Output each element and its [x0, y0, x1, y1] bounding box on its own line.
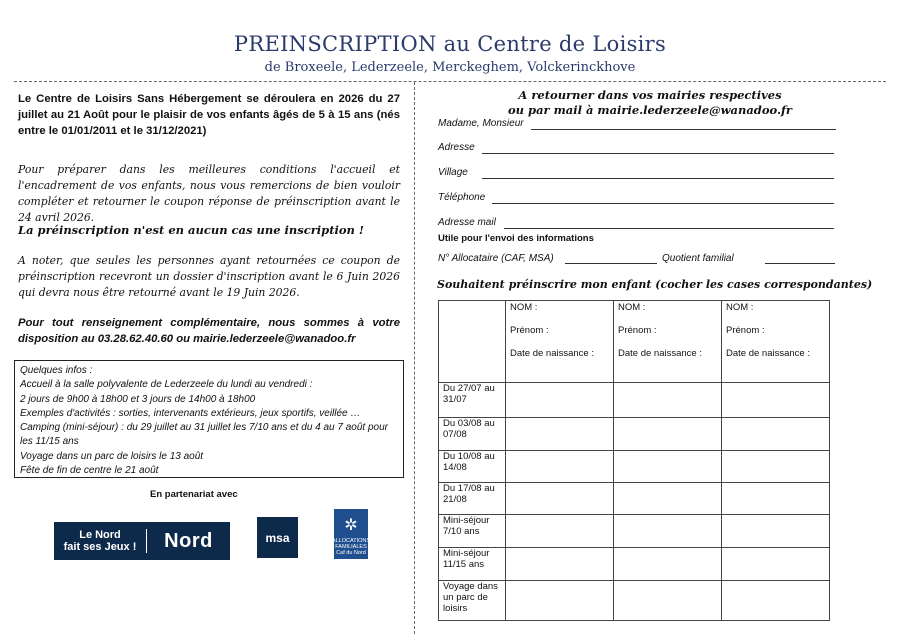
allocataire-field[interactable]: [565, 263, 657, 264]
adresse-label: Adresse: [438, 142, 475, 153]
header-divider: [14, 81, 886, 82]
page-subtitle: de Broxeele, Lederzeele, Merckeghem, Volckerinckhove: [264, 60, 636, 75]
contact-paragraph: Pour tout renseignement complémentaire, nous sommes à votre disposition au 03.28.62.40.60 ou mairie.lederzeele@wanadoo.fr: [18, 317, 400, 345]
checkbox-cell[interactable]: [506, 418, 614, 451]
return-line-1: A retourner dans vos mairies respectives: [518, 88, 782, 102]
prenom-label: Prénom :: [618, 325, 657, 336]
checkbox-cell[interactable]: [614, 548, 722, 581]
nom-label: NOM :: [618, 302, 646, 313]
checkbox-cell[interactable]: [722, 418, 830, 451]
checkbox-cell[interactable]: [614, 515, 722, 548]
checkbox-cell[interactable]: [506, 483, 614, 515]
checkbox-cell[interactable]: [614, 383, 722, 418]
nord-logo-brand: Nord: [164, 529, 213, 552]
nom-label: NOM :: [510, 302, 538, 313]
village-label: Village: [438, 167, 468, 178]
table-row: [439, 418, 830, 451]
table-row: [439, 451, 830, 483]
checkbox-cell[interactable]: [614, 581, 722, 621]
nord-logo-line1: Le Nord: [79, 529, 121, 541]
quotient-field[interactable]: [765, 263, 835, 264]
enrollment-table: [438, 300, 830, 621]
madame-label: Madame, Monsieur: [438, 118, 524, 129]
row-label: Du 03/08 au 07/08: [439, 418, 506, 451]
quotient-label: Quotient familial: [662, 253, 734, 264]
nord-logo-line2: fait ses Jeux !: [63, 541, 137, 553]
caf-star-icon: ✲: [344, 517, 358, 534]
child-1-header: [506, 301, 614, 383]
naissance-label: Date de naissance :: [510, 348, 594, 359]
village-field[interactable]: [482, 178, 834, 179]
table-corner: [439, 301, 506, 383]
row-label: Du 17/08 au 21/08: [439, 483, 506, 515]
row-label: Du 27/07 au 31/07: [439, 383, 506, 418]
prenom-label: Prénom :: [726, 325, 765, 336]
checkbox-cell[interactable]: [506, 548, 614, 581]
warning-text: La préinscription n'est en aucun cas une inscription !: [18, 223, 364, 237]
checkbox-cell[interactable]: [614, 451, 722, 483]
telephone-label: Téléphone: [438, 192, 486, 203]
allocataire-label: N° Allocataire (CAF, MSA): [438, 253, 554, 264]
partner-label: En partenariat avec: [150, 489, 238, 500]
email-field[interactable]: [504, 228, 834, 229]
madame-field[interactable]: [531, 129, 836, 130]
row-label: Mini-séjour 11/15 ans: [439, 548, 506, 581]
row-label: Voyage dans un parc de loisirs: [439, 581, 506, 621]
nom-label: NOM :: [726, 302, 754, 313]
utile-note: Utile pour l'envoi des informations: [438, 233, 594, 244]
checkbox-cell[interactable]: [506, 451, 614, 483]
nord-logo: [54, 522, 230, 560]
page-title: PREINSCRIPTION au Centre de Loisirs: [233, 32, 667, 56]
column-divider: [414, 82, 415, 634]
infos-line: Camping (mini-séjour) : du 29 juillet au 31 juillet les 7/10 ans et du 4 au 7 août pour les 11/15 ans: [20, 422, 388, 448]
adresse-field[interactable]: [482, 153, 834, 154]
naissance-label: Date de naissance :: [726, 348, 810, 359]
checkbox-cell[interactable]: [506, 383, 614, 418]
infos-line: Accueil à la salle polyvalente de Lederzeele du lundi au vendredi :: [20, 379, 313, 391]
checkbox-cell[interactable]: [722, 383, 830, 418]
table-row: [439, 515, 830, 548]
infos-line: 2 jours de 9h00 à 18h00 et 3 jours de 14h00 à 18h00: [20, 393, 256, 405]
checkbox-cell[interactable]: [722, 515, 830, 548]
msa-logo: msa: [257, 517, 298, 558]
child-3-header: [722, 301, 830, 383]
infos-box: [14, 360, 404, 478]
infos-line: Voyage dans un parc de loisirs le 13 août: [20, 450, 204, 462]
table-row: [439, 383, 830, 418]
caf-logo: [331, 509, 371, 559]
infos-title: Quelques infos :: [20, 365, 93, 376]
row-label: Mini-séjour 7/10 ans: [439, 515, 506, 548]
note-paragraph: A noter, que seules les personnes ayant retournées ce coupon de préinscription recevront un dossier d'inscription avant le 6 Juin 2026 qui devra nous être retourné avant le 19 Juin 2026.: [18, 254, 400, 299]
checkbox-cell[interactable]: [614, 483, 722, 515]
checkbox-cell[interactable]: [614, 418, 722, 451]
checkbox-cell[interactable]: [722, 483, 830, 515]
prenom-label: Prénom :: [510, 325, 549, 336]
checkbox-cell[interactable]: [722, 581, 830, 621]
child-2-header: [614, 301, 722, 383]
table-row: [439, 548, 830, 581]
prepare-paragraph: Pour préparer dans les meilleures conditions l'accueil et l'encadrement de vos enfants, nous vous remercions de bien vouloir compléter et retourner le coupon réponse de préinscription avant le 24 avril 2026.: [18, 163, 400, 224]
checkbox-cell[interactable]: [506, 515, 614, 548]
checkbox-cell[interactable]: [506, 581, 614, 621]
table-row: [439, 581, 830, 621]
infos-line: Exemples d'activités : sorties, intervenants extérieurs, jeux sportifs, veillée …: [20, 407, 361, 419]
checkbox-cell[interactable]: [722, 451, 830, 483]
return-line-2: ou par mail à mairie.lederzeele@wanadoo.fr: [508, 103, 792, 117]
caf-logo-text: ALLOCATIONS FAMILIALES Caf du Nord: [331, 538, 371, 556]
souhaitent-heading: Souhaitent préinscrire mon enfant (cocher les cases correspondantes): [437, 278, 873, 291]
infos-line: Fête de fin de centre le 21 août: [20, 465, 159, 477]
naissance-label: Date de naissance :: [618, 348, 702, 359]
email-label: Adresse mail: [438, 217, 496, 228]
telephone-field[interactable]: [492, 203, 834, 204]
checkbox-cell[interactable]: [722, 548, 830, 581]
row-label: Du 10/08 au 14/08: [439, 451, 506, 483]
intro-paragraph: Le Centre de Loisirs Sans Hébergement se déroulera en 2026 du 27 juillet au 21 Août pour le plaisir de vos enfants âgés de 5 à 15 ans (nés entre le 01/01/2011 et le 31/12/2021): [18, 93, 400, 137]
table-row: [439, 483, 830, 515]
